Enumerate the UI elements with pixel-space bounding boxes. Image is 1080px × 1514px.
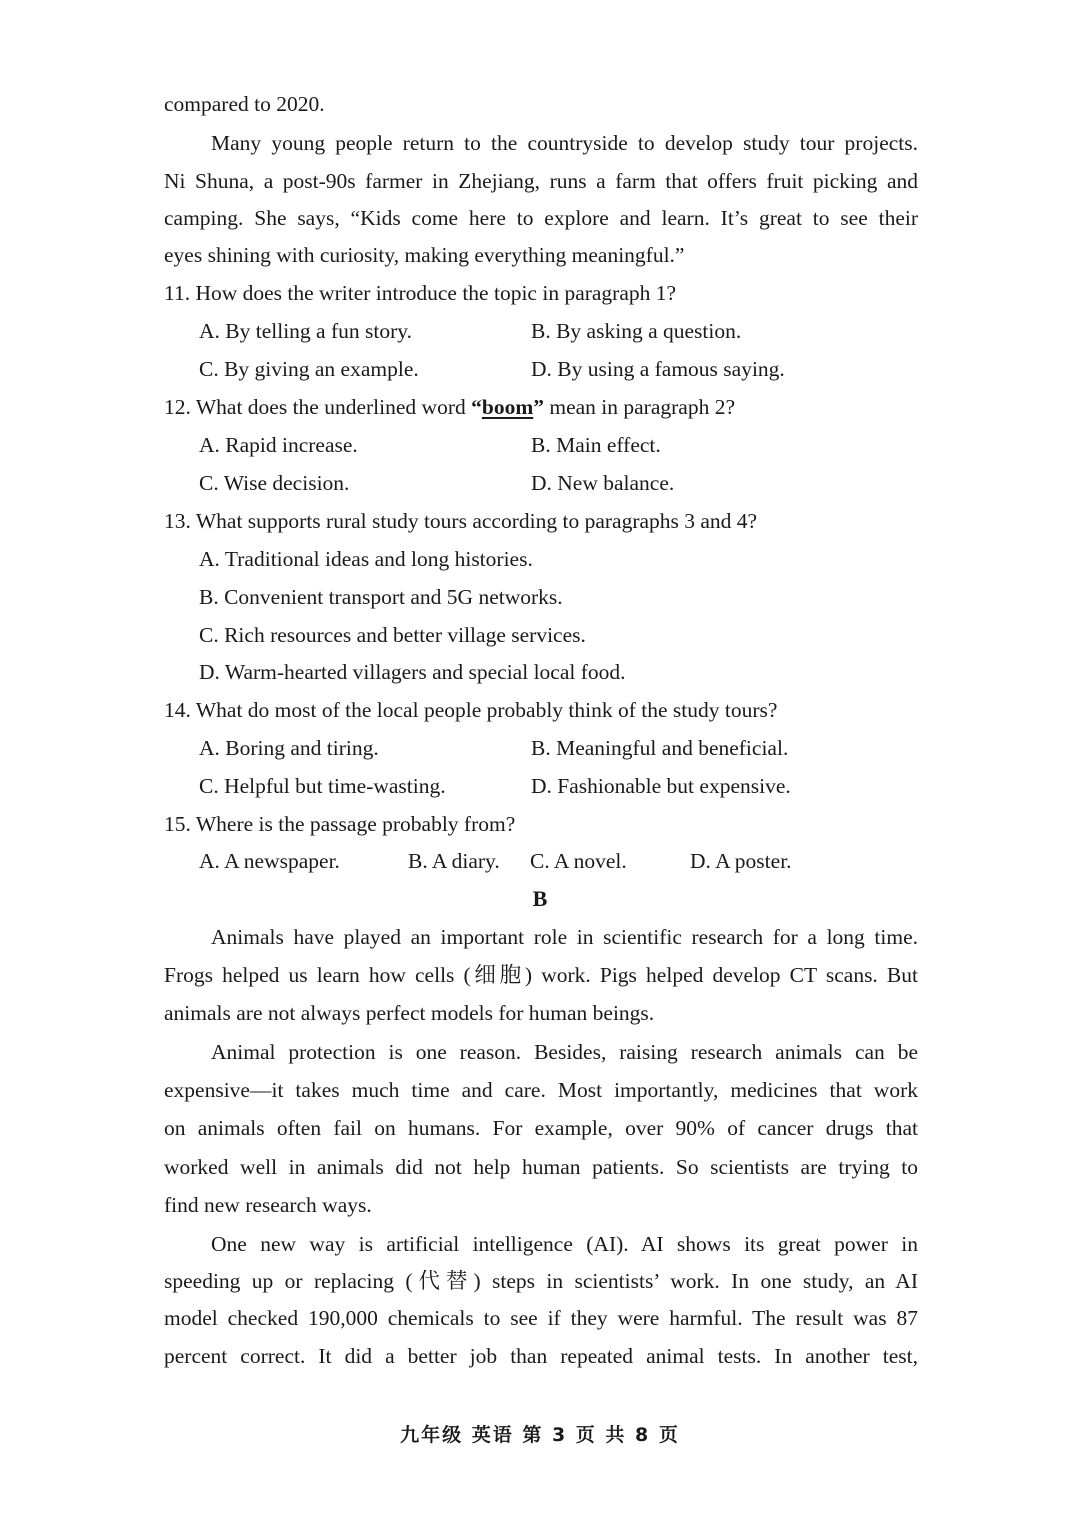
- option-15b: B. A diary.: [408, 849, 500, 873]
- underlined-word-boom: [471, 395, 544, 419]
- passage-line: camping. She says, “Kids come here to explore and learn. It’s great to see their: [164, 206, 918, 230]
- option-14c: C. Helpful but time-wasting.: [199, 774, 446, 798]
- passage-line: percent correct. It did a better job than repeated animal tests. In another test,: [164, 1344, 918, 1368]
- option-11b: B. By asking a question.: [531, 319, 742, 343]
- option-12d: D. New balance.: [531, 471, 675, 495]
- question-stem-15: 15. Where is the passage probably from?: [164, 812, 516, 836]
- passage-line: Frogs helped us learn how cells (细胞) work. Pigs helped develop CT scans. But: [164, 963, 918, 987]
- passage-line: find new research ways.: [164, 1193, 372, 1217]
- option-14d: D. Fashionable but expensive.: [531, 774, 791, 798]
- question-stem-14: 14. What do most of the local people probably think of the study tours?: [164, 698, 778, 722]
- passage-line: worked well in animals did not help human patients. So scientists are trying to: [164, 1155, 918, 1179]
- passage-line: model checked 190,000 chemicals to see if they were harmful. The result was 87: [164, 1306, 918, 1330]
- option-15c: C. A novel.: [530, 849, 627, 873]
- option-12a: A. Rapid increase.: [199, 433, 358, 457]
- passage-line: expensive—it takes much time and care. Most importantly, medicines that work: [164, 1078, 918, 1102]
- option-12b: B. Main effect.: [531, 433, 661, 457]
- option-15d: D. A poster.: [690, 849, 792, 873]
- option-13d: D. Warm-hearted villagers and special local food.: [199, 660, 626, 684]
- option-11c: C. By giving an example.: [199, 357, 419, 381]
- passage-line: One new way is artificial intelligence (AI). AI shows its great power in: [211, 1232, 918, 1256]
- option-14a: A. Boring and tiring.: [199, 736, 379, 760]
- passage-line: eyes shining with curiosity, making everything meaningful.”: [164, 243, 685, 267]
- option-13b: B. Convenient transport and 5G networks.: [199, 585, 563, 609]
- option-11d: D. By using a famous saying.: [531, 357, 785, 381]
- page-footer: 九年级 英语 第 3 页 共 8 页: [400, 1424, 680, 1446]
- question-stem-13: 13. What supports rural study tours according to paragraphs 3 and 4?: [164, 509, 758, 533]
- option-13c: C. Rich resources and better village services.: [199, 623, 586, 647]
- option-13a: A. Traditional ideas and long histories.: [199, 547, 533, 571]
- option-15a: A. A newspaper.: [199, 849, 340, 873]
- passage-line: speeding up or replacing (代替) steps in scientists’ work. In one study, an AI: [164, 1269, 918, 1293]
- passage-line: Animals have played an important role in scientific research for a long time.: [211, 925, 918, 949]
- question-stem-12-after: mean in paragraph 2?: [543, 395, 736, 419]
- option-11a: A. By telling a fun story.: [199, 319, 412, 343]
- quote-open: “: [471, 395, 482, 419]
- passage-line: Ni Shuna, a post-90s farmer in Zhejiang, runs a farm that offers fruit picking and: [164, 169, 918, 193]
- passage-line: on animals often fail on humans. For example, over 90% of cancer drugs that: [164, 1116, 918, 1140]
- passage-line: animals are not always perfect models for human beings.: [164, 1001, 655, 1025]
- question-stem-11: 11. How does the writer introduce the topic in paragraph 1?: [164, 281, 677, 305]
- passage-line: compared to 2020.: [164, 92, 325, 116]
- section-title-b: B: [532, 886, 548, 911]
- passage-line: Animal protection is one reason. Besides, raising research animals can be: [211, 1040, 918, 1064]
- passage-line: Many young people return to the countryside to develop study tour projects.: [211, 131, 918, 155]
- quote-close: ”: [533, 395, 544, 419]
- question-stem-12: [164, 392, 918, 422]
- option-12c: C. Wise decision.: [199, 471, 350, 495]
- boom-word: boom: [481, 395, 534, 419]
- option-14b: B. Meaningful and beneficial.: [531, 736, 789, 760]
- question-stem-12-before: 12. What does the underlined word: [164, 395, 472, 419]
